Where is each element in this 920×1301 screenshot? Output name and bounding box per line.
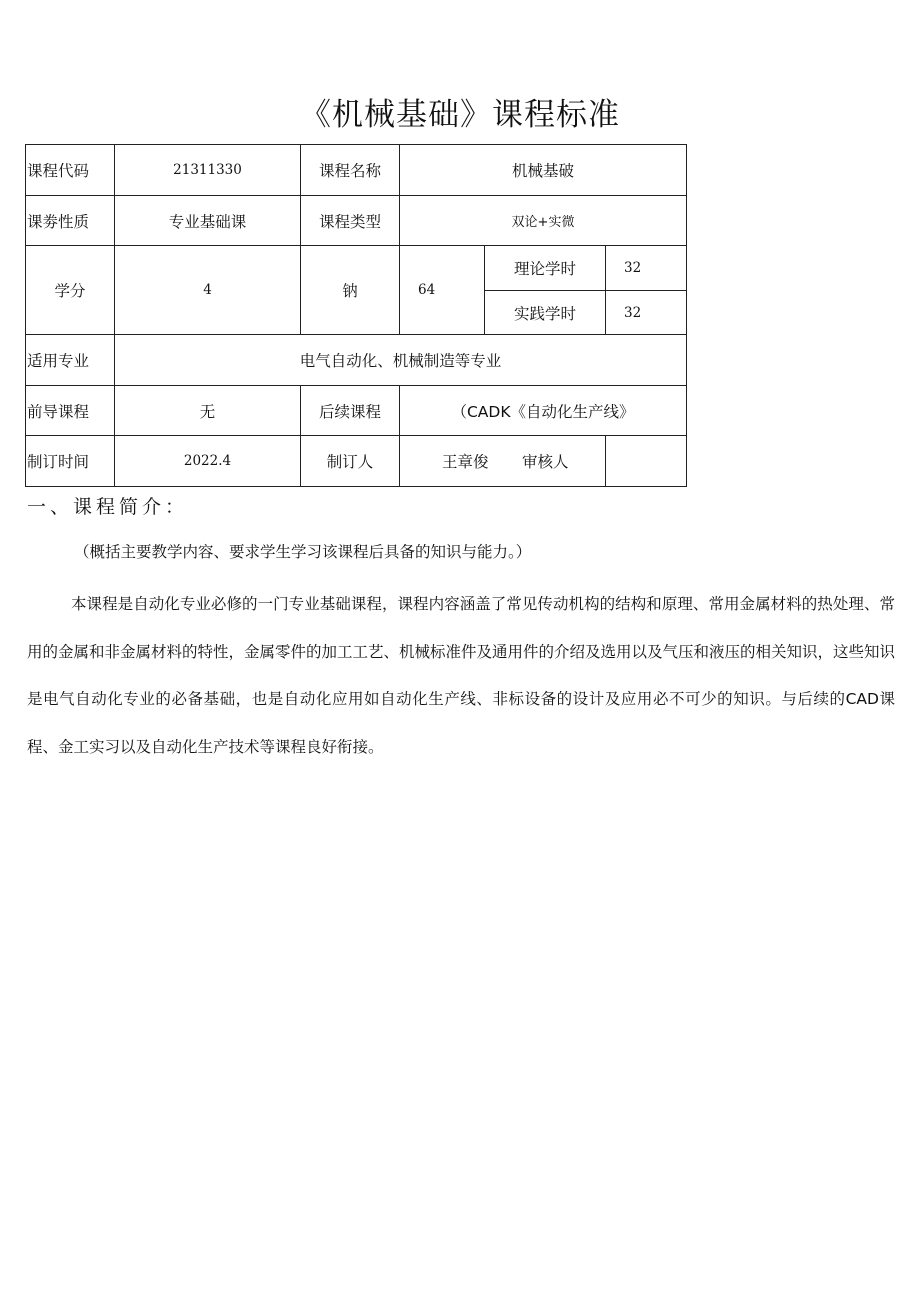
hours-value: 64 xyxy=(400,246,485,335)
date-value: 2022.4 xyxy=(115,436,301,487)
author-label: 制订人 xyxy=(301,436,400,487)
table-row-major xyxy=(26,335,687,386)
followup-label: 后续课程 xyxy=(301,386,400,436)
table-row-code xyxy=(26,145,687,196)
major-label: 适用专业 xyxy=(26,335,115,386)
course-code-label: 课程代码 xyxy=(26,145,115,196)
credit-value: 4 xyxy=(115,246,301,335)
course-code-value: 21311330 xyxy=(115,145,301,196)
reviewer-label-text: 审核人 xyxy=(522,453,569,471)
followup-value: （CADK《自动化生产线》 xyxy=(400,386,687,436)
practice-hours-label: 实践学时 xyxy=(485,291,606,335)
course-nature-value: 专业基础课 xyxy=(115,196,301,246)
author-value: 王章俊 xyxy=(400,436,606,487)
section-heading-intro: 一、课程简介： xyxy=(27,496,189,518)
major-value: 电气自动化、机械制造等专业 xyxy=(115,335,687,386)
course-name-label: 课程名称 xyxy=(301,145,400,196)
course-info-table xyxy=(25,144,687,487)
course-type-value: 双论+实微 xyxy=(400,196,687,246)
theory-hours-label: 理论学时 xyxy=(485,246,606,291)
table-row-date xyxy=(26,436,687,487)
date-label: 制订时间 xyxy=(26,436,115,487)
credit-label: 学分 xyxy=(26,246,115,335)
prereq-label: 前导课程 xyxy=(26,386,115,436)
document-title: 《机械基础》课程标准 xyxy=(300,97,620,133)
theory-hours-value: 32 xyxy=(606,246,687,291)
table-row-credit-a xyxy=(26,246,687,291)
practice-hours-value: 32 xyxy=(606,291,687,335)
prereq-value: 无 xyxy=(115,386,301,436)
section-paragraph: 本课程是自动化专业必修的一门专业基础课程，课程内容涵盖了常见传动机构的结构和原理、常用金属材料的热处理、常用的金属和非金属材料的特性，金属零件的加工工艺、机械标准件及通用件的介绍及选用以及气压和液压的相关知识，这些知识是电气自动化专业的必备基础，也是自动化应用如自动化生产线、非标设备的设计及应用必不可少的知识。与后续的CAD课程、金工实习以及自动化生产技术等课程良好衔接。 xyxy=(27,595,896,756)
table-row-prereq xyxy=(26,386,687,436)
reviewer-label xyxy=(522,436,687,487)
section-note: （概括主要教学内容、要求学生学习该课程后具备的知识与能力。） xyxy=(74,543,532,561)
course-name-value: 机械基破 xyxy=(400,145,687,196)
course-type-label: 课程类型 xyxy=(301,196,400,246)
table-row-nature xyxy=(26,196,687,246)
course-nature-label: 课劵性质 xyxy=(26,196,115,246)
hours-label: 钠 xyxy=(301,246,400,335)
